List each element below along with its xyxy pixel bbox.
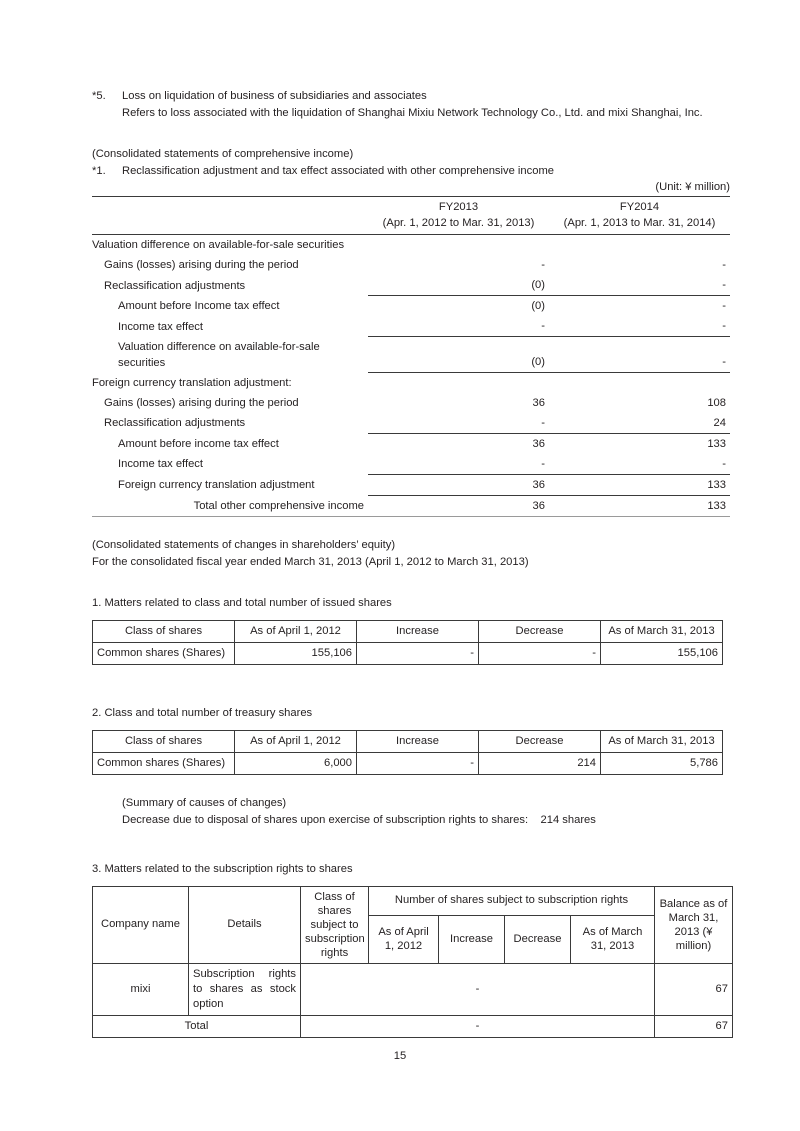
treasury-shares-cell-decrease: 214 (479, 752, 601, 774)
comprehensive-income-note-row (92, 163, 730, 180)
treasury-shares-th-decrease: Decrease (479, 730, 601, 752)
sr-th-details: Details (189, 886, 301, 963)
sr-cell-details: Subscription rights to shares as stock option (189, 963, 301, 1015)
equity-item-2-heading (92, 705, 730, 722)
comprehensive-income-tbody (92, 235, 730, 517)
ci-row-label: Amount before Income tax effect (118, 300, 280, 312)
ci-row (92, 316, 730, 337)
issued-shares-th-asof-april: As of April 1, 2012 (235, 620, 357, 642)
equity-section-title: (Consolidated statements of changes in shareholders’ equity) (92, 538, 396, 551)
note-5-title-row (92, 88, 730, 105)
ci-row (92, 337, 730, 373)
ci-row-label: Gains (losses) arising during the period (104, 259, 299, 271)
fy2014-year: FY2014 (619, 201, 660, 213)
page-content (92, 88, 730, 1038)
ci-row-fy2013: - (541, 457, 545, 470)
spacer (92, 612, 730, 620)
ci-row-fy2014 (549, 235, 730, 256)
issued-shares-thead (93, 620, 723, 642)
spacer (92, 122, 730, 146)
note-5-marker: *5. (92, 90, 106, 102)
sr-th-asof-april: As of April 1, 2012 (369, 916, 439, 963)
issued-shares-th-asof-march: As of March 31, 2013 (601, 620, 723, 642)
sr-th-asof-march: As of March 31, 2013 (571, 916, 655, 963)
fy2013-period: (Apr. 1, 2012 to Mar. 31, 2013) (382, 217, 535, 229)
spacer (92, 517, 730, 537)
ci-total-fy2014: 133 (549, 495, 730, 516)
ci-row (92, 255, 730, 275)
ci-row (92, 474, 730, 495)
spacer (92, 665, 730, 689)
spacer (92, 853, 730, 861)
issued-shares-th-class: Class of shares (93, 620, 235, 642)
ci-row-fy2014: 133 (549, 474, 730, 495)
sr-total-label: Total (93, 1015, 301, 1037)
comprehensive-income-header-fy2014 (549, 197, 730, 235)
page-number: 15 (393, 1050, 407, 1062)
issued-shares-cell-decrease: - (479, 642, 601, 664)
spacer (92, 829, 730, 853)
comprehensive-income-note-marker: *1. (92, 165, 106, 177)
treasury-shares-cell-asof-march: 5,786 (601, 752, 723, 774)
ci-row (92, 454, 730, 475)
issued-shares-th-increase: Increase (357, 620, 479, 642)
ci-row-label: Income tax effect (118, 458, 203, 470)
ci-row-label: Reclassification adjustments (104, 417, 246, 429)
ci-row-fy2013: 36 (532, 396, 545, 409)
ci-row-fy2013: (0) (531, 279, 545, 291)
treasury-summary-body: Decrease due to disposal of shares upon exercise of subscription rights to shares: 214 shares (122, 813, 596, 826)
issued-shares-cell-increase: - (357, 642, 479, 664)
ci-row-fy2013: 36 (368, 474, 549, 495)
ci-row-fy2014: - (549, 337, 730, 373)
ci-row-fy2013 (368, 373, 549, 393)
ci-row-fy2013: - (541, 416, 545, 429)
comprehensive-income-note-title: Reclassification adjustment and tax effect associated with other comprehensive income (122, 165, 554, 177)
ci-row-label: Foreign currency translation adjustment: (92, 376, 292, 389)
spacer (92, 775, 730, 795)
treasury-shares-thead (93, 730, 723, 752)
table-row (93, 963, 733, 1015)
equity-item-1-heading (92, 595, 730, 612)
spacer (92, 878, 730, 886)
ci-row-label: Gains (losses) arising during the period (104, 396, 299, 409)
spacer (92, 571, 730, 595)
subscription-rights-table (92, 886, 733, 1038)
treasury-shares-table (92, 730, 723, 775)
treasury-shares-th-increase: Increase (357, 730, 479, 752)
ci-row-fy2014: - (722, 457, 726, 470)
note-5-title: Loss on liquidation of business of subsidiaries and associates (122, 90, 427, 102)
ci-row-fy2013: (0) (368, 296, 549, 317)
sr-cell-number: - (301, 963, 655, 1015)
issued-shares-cell-asof-march: 155,106 (601, 642, 723, 664)
equity-item-3-heading (92, 861, 730, 878)
issued-shares-table (92, 620, 723, 665)
fy2014-period: (Apr. 1, 2013 to Mar. 31, 2014) (563, 217, 716, 229)
sr-th-balance: Balance as of March 31, 2013 (¥ million) (655, 886, 733, 963)
note-5-block (92, 88, 730, 122)
ci-row-fy2013 (368, 235, 549, 256)
table-header-row-top (93, 886, 733, 916)
ci-row-fy2014: 24 (713, 416, 726, 429)
equity-item-1-title: Matters related to class and total number of issued shares (104, 596, 392, 609)
ci-total-fy2013: 36 (368, 495, 549, 516)
table-total-row (93, 1015, 733, 1037)
ci-row-fy2014: - (722, 259, 726, 271)
comprehensive-income-unit-label: (Unit: ¥ million) (655, 181, 730, 193)
ci-row-label: Valuation difference on available-for-sale securities (118, 340, 320, 369)
treasury-shares-cell-increase: - (357, 752, 479, 774)
ci-row-label: Foreign currency translation adjustment (118, 479, 315, 491)
sr-th-decrease: Decrease (505, 916, 571, 963)
ci-row-fy2013: 36 (368, 433, 549, 454)
ci-row (92, 373, 730, 393)
sr-th-increase: Increase (439, 916, 505, 963)
equity-item-2-title: Class and total number of treasury shares (104, 706, 313, 719)
ci-row (92, 275, 730, 296)
comprehensive-income-table (92, 196, 730, 517)
equity-item-3-title: Matters related to the subscription rights to shares (104, 862, 353, 875)
table-row (93, 642, 723, 664)
sr-cell-balance: 67 (655, 963, 733, 1015)
equity-item-2-marker: 2. (92, 706, 102, 719)
sr-th-class-of-shares: Class of shares subject to subscription rights (301, 886, 369, 963)
equity-item-3-marker: 3. (92, 862, 102, 875)
ci-row-label: Amount before income tax effect (118, 437, 279, 450)
treasury-shares-th-asof-march: As of March 31, 2013 (601, 730, 723, 752)
table-row (93, 752, 723, 774)
ci-row-fy2014: - (722, 279, 726, 291)
treasury-shares-tbody (93, 752, 723, 774)
treasury-shares-th-class: Class of shares (93, 730, 235, 752)
sr-th-number-group: Number of shares subject to subscription rights (369, 886, 655, 916)
comprehensive-income-thead (92, 197, 730, 235)
ci-row (92, 413, 730, 434)
sr-total-number: - (301, 1015, 655, 1037)
sr-total-balance: 67 (655, 1015, 733, 1037)
comprehensive-income-section-title: (Consolidated statements of comprehensive income) (92, 148, 354, 160)
sr-th-company: Company name (93, 886, 189, 963)
ci-row (92, 235, 730, 256)
equity-item-1-marker: 1. (92, 596, 102, 609)
issued-shares-cell-asof-april: 155,106 (235, 642, 357, 664)
ci-row-fy2014: 108 (707, 396, 726, 409)
ci-row-label: Valuation difference on available-for-sale securities (92, 239, 345, 251)
comprehensive-income-header-fy2013 (368, 197, 549, 235)
ci-row-label: Reclassification adjustments (104, 279, 246, 292)
issued-shares-cell-class: Common shares (Shares) (93, 642, 235, 664)
ci-total-label: Total other comprehensive income (92, 495, 368, 516)
ci-row-fy2013: - (541, 259, 545, 271)
ci-row (92, 393, 730, 413)
sr-cell-company: mixi (93, 963, 189, 1015)
note-5-body: Refers to loss associated with the liquidation of Shanghai Mixiu Network Technology Co., Ltd. and mixi Shanghai, Inc. (122, 107, 703, 119)
treasury-summary-title: (Summary of causes of changes) (122, 796, 287, 809)
treasury-shares-cell-asof-april: 6,000 (235, 752, 357, 774)
issued-shares-th-decrease: Decrease (479, 620, 601, 642)
ci-row-fy2014 (549, 373, 730, 393)
table-header-row (93, 730, 723, 752)
comprehensive-income-header-row (92, 197, 730, 235)
ci-row-fy2013: (0) (368, 337, 549, 373)
treasury-shares-cell-class: Common shares (Shares) (93, 752, 235, 774)
spacer (92, 722, 730, 730)
treasury-shares-th-asof-april: As of April 1, 2012 (235, 730, 357, 752)
ci-row (92, 296, 730, 317)
ci-row-fy2013: - (541, 320, 545, 332)
ci-row-label: Income tax effect (118, 320, 203, 333)
spacer (92, 689, 730, 705)
ci-row-fy2014: 133 (549, 433, 730, 454)
comprehensive-income-header-blank (92, 197, 368, 235)
equity-period-line: For the consolidated fiscal year ended March 31, 2013 (April 1, 2012 to March 31, 2013) (92, 555, 529, 568)
issued-shares-tbody (93, 642, 723, 664)
ci-row-fy2014: - (549, 296, 730, 317)
subscription-rights-tbody (93, 963, 733, 1037)
ci-total-row (92, 495, 730, 516)
subscription-rights-thead (93, 886, 733, 963)
ci-row (92, 433, 730, 454)
ci-row-fy2014: - (722, 320, 726, 332)
fy2013-year: FY2013 (438, 201, 479, 213)
table-header-row (93, 620, 723, 642)
